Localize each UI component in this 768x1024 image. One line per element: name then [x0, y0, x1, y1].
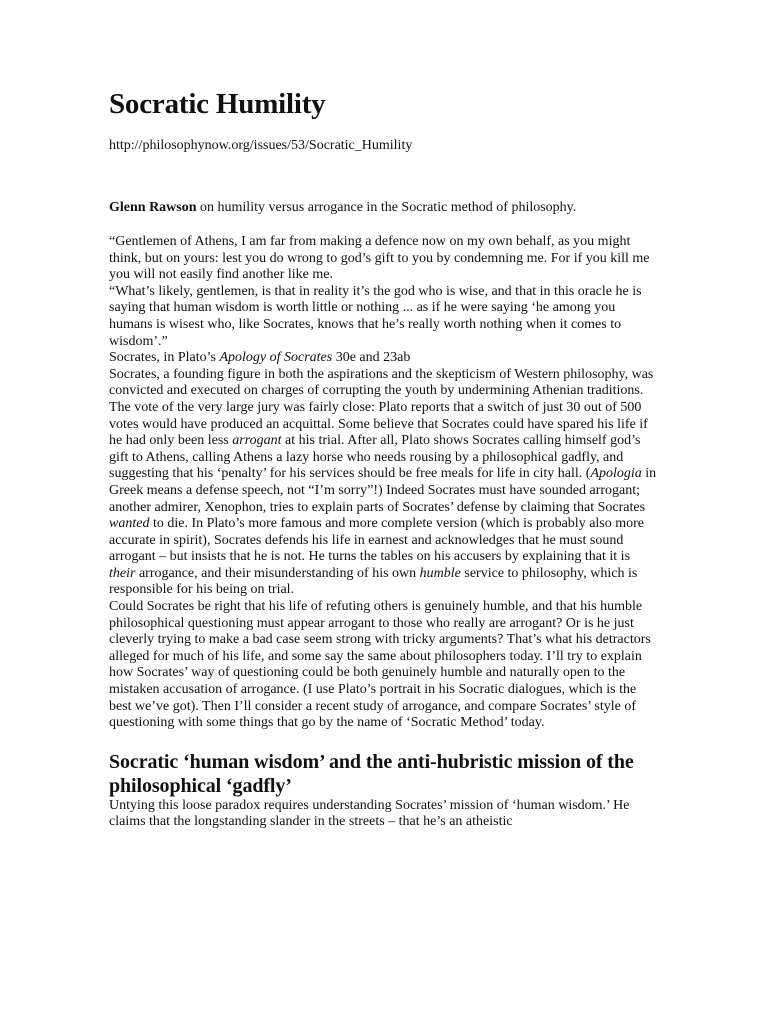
paragraph-1-em-arrogant: arrogant: [232, 433, 282, 449]
source-url: http://philosophynow.org/issues/53/Socratic_Humility: [109, 138, 413, 153]
document-page: [109, 86, 657, 831]
paragraph-1-em-humble: humble: [419, 565, 461, 581]
paragraph-1-em-their: their: [109, 565, 136, 581]
paragraph-1-text-i: arrogance, and their misunderstanding of his own: [135, 565, 420, 581]
paragraph-1-text-k: service to philosophy, which is responsible for his being on trial.: [109, 565, 638, 598]
paragraph-1-em-wanted: wanted: [109, 516, 150, 532]
quote-attribution: [109, 350, 657, 367]
byline-text: on humility versus arrogance in the Socratic method of philosophy.: [196, 200, 577, 215]
paragraph-1-text-a: Socrates, a founding figure in both the aspirations and the skepticism of Western philosophy, was convicted and executed on charges of corrupting the youth by undermining Athenian traditions. The vote of the very large jury was fairly close: Plato reports that a switch of just 30 out of 500 votes would have produced an acquittal. Some believe that Socrates could have spared his life if he had only been less: [109, 366, 654, 449]
paragraph-1-text-e: in Greek means a defense speech, not “I’m sorry”!) Indeed Socrates must have sounded arrogant; another admirer, Xenophon, tries to explain parts of Socrates’ defense by claiming that Socrates: [109, 466, 657, 515]
document-title: Socratic Humility: [109, 88, 326, 120]
quote-line-2: “What’s likely, gentlemen, is that in reality it’s the god who is wise, and that in this oracle he is saying that human wisdom is worth little or nothing ... as if he were saying ‘he among you humans is wisest who, like Socrates, knows that he’s really worth nothing when it comes to wisdom’.”: [109, 283, 642, 349]
quote-line-1: “Gentlemen of Athens, I am far from making a defence now on my own behalf, as you might think, but on yours: lest you do wrong to god’s gift to you by condemning me. For if you kill me you will not easily find another like me.: [109, 234, 650, 283]
paragraph-2: Could Socrates be right that his life of refuting others is genuinely humble, and that his humble philosophical questioning must appear arrogant to those who really are arrogant? Or is he just cleverly trying to make a bad case seem strong with tricky arguments? That’s what his detractors alleged for much of his life, and some say the same about philosophers today. I’ll try to explain how Socrates’ way of questioning could be both genuinely humble and naturally open to the mistaken accusation of arrogance. (I use Plato’s portrait in his Socratic dialogues, which is the best we’ve got). Then I’ll consider a recent study of arrogance, and compare Socrates’ style of questioning with some things that go by the name of ‘Socratic Method’ today.: [109, 599, 651, 731]
attribution-prefix: Socrates, in Plato’s: [109, 350, 220, 366]
epigraph-quote: [109, 234, 657, 367]
attribution-suffix: 30e and 23ab: [332, 350, 411, 366]
attribution-work: Apology of Socrates: [219, 350, 333, 366]
paragraph-1-text-g: to die. In Plato’s more famous and more complete version (which is probably also more accurate in spirit), Socrates defends his life in earnest and acknowledges that he must sound arrogant – but insists that he is not. He turns the tables on his accusers by explaining that it is: [109, 516, 645, 565]
byline: [109, 199, 657, 216]
paragraph-1-em-apologia: Apologia: [590, 466, 642, 482]
paragraph-3: Untying this loose paradox requires understanding Socrates’ mission of ‘human wisdom.’ He claims that the longstanding slander in the streets – that he’s an atheistic: [109, 797, 630, 830]
paragraph-1: [109, 367, 657, 599]
paragraph-1-text-c: at his trial. After all, Plato shows Socrates calling himself god’s gift to Athens, calling Athens a lazy horse who needs rousing by a philosophical gadfly, and suggesting that his ‘penalty’ for his services should be free meals for life in city hall. (: [109, 433, 641, 482]
author-name: Glenn Rawson: [109, 200, 197, 215]
article-body: [109, 367, 657, 831]
section-heading: Socratic ‘human wisdom’ and the anti-hubristic mission of the philosophical ‘gadfly’: [109, 750, 634, 797]
